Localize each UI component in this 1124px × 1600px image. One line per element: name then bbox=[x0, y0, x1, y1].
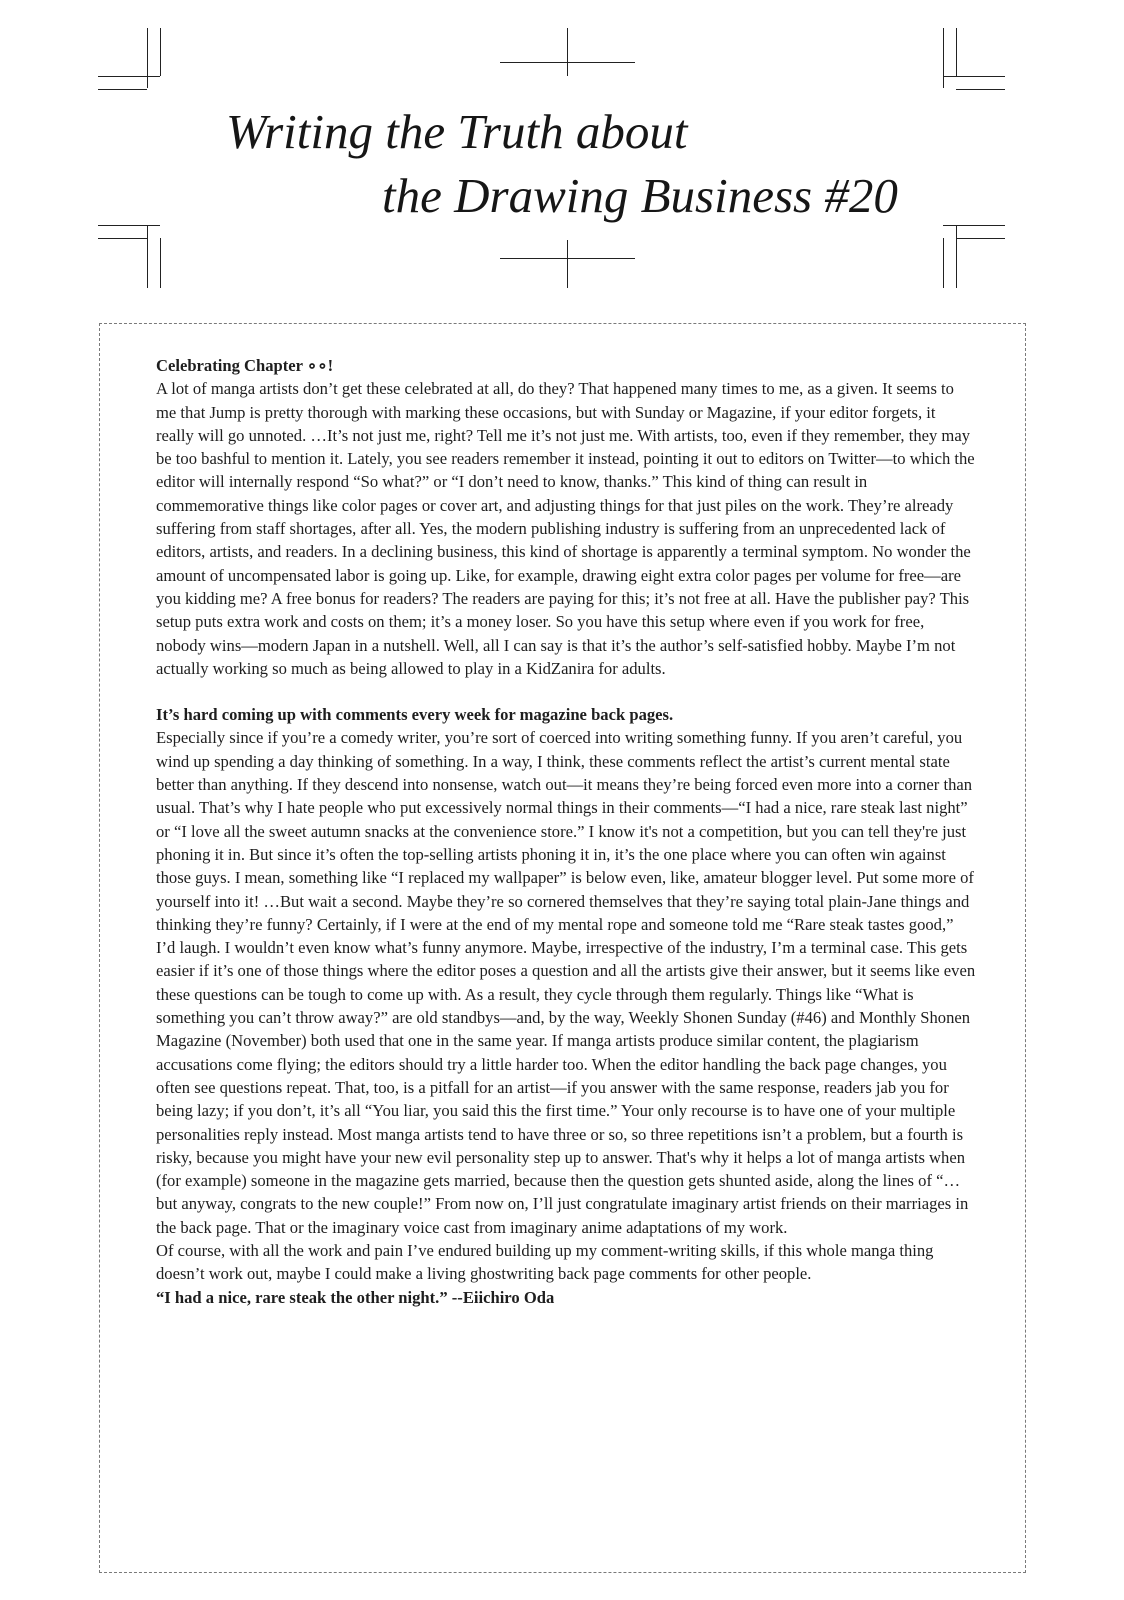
closing-quote: “I had a nice, rare steak the other night.” --Eiichiro Oda bbox=[156, 1287, 555, 1307]
title-line-1: Writing the Truth about bbox=[226, 104, 688, 159]
section-body-1: A lot of manga artists don’t get these celebrated at all, do they? That happened many times to me, as a given. It seems to me that Jump is pretty thorough with marking these occasions, but with Sunday or Magazine, if your editor forgets, it really will go unnoted. …It’s not just me, right? Tell me it’s not just me. With artists, too, even if they remember, they may be too bashful to mention it. Lately, you see readers remember it instead, pointing it out to editors on Twitter—to which the editor will internally respond “So what?” or “I don’t need to know, thanks.” This kind of thing can result in commemorative things like color pages or cover art, and adjusting things for that just piles on the work. They’re already suffering from staff shortages, after all. Yes, the modern publishing industry is suffering from an unprecedented lack of editors, artists, and readers. In a declining business, this kind of shortage is apparently a terminal symptom. No wonder the amount of uncompensated labor is going up. Like, for example, drawing eight extra color pages per volume for free—are you kidding me? A free bonus for readers? The readers are paying for this; it’s not free at all. Have the publisher pay? This setup puts extra work and costs on them; it’s a money loser. So you have this setup where even if you work for free, nobody wins—modern Japan in a nutshell. Well, all I can say is that it’s the author’s self-satisfied hobby. Maybe I’m not actually working so much as being allowed to play in a KidZanira for adults. bbox=[156, 379, 975, 678]
section-body-2: Especially since if you’re a comedy writer, you’re sort of coerced into writing something funny. If you aren’t careful, you wind up spending a day thinking of something. In a way, I think, these comments reflect the artist’s current mental state better than anything. If they descend into nonsense, watch out—it means they’re being forced even more into a corner than usual. That’s why I hate people who put excessively normal things in their comments—“I had a nice, rare steak last night” or “I love all the sweet autumn snacks at the convenience store.” I know it's not a competition, but you can tell they're just phoning it in. But since it’s often the top-selling artists phoning it in, it’s the one place where you can often win against those guys. I mean, something like “I replaced my wallpaper” is below even, like, amateur blogger level. Put some more of yourself into it! …But wait a second. Maybe they’re so cornered themselves that they’re saying total plain-Jane things and thinking they’re funny? Certainly, if I were at the end of my mental rope and someone told me “Rare steak tastes good,” I’d laugh. I wouldn’t even know what’s funny anymore. Maybe, irrespective of the industry, I’m a terminal case. This gets easier if it’s one of those things where the editor poses a question and all the artists give their answer, but it seems like even these questions can be tough to come up with. As a result, they cycle through them regularly. Things like “What is something you can’t throw away?” are old standbys—and, by the way, Weekly Shonen Sunday (#46) and Monthly Shonen Magazine (November) both used that one in the same year. If manga artists produce similar content, the plagiarism accusations come flying; the editors should try a little harder too. When the editor handling the back page changes, you often see questions repeat. That, too, is a pitfall for an artist—if you answer with the same response, readers jab you for being lazy; if you don’t, it’s all “You liar, you said this the first time.” Your only recourse is to have one of your multiple personalities reply instead. Most manga artists tend to have three or so, so three repetitions isn’t a problem, but a fourth is risky, because you might have your new evil personality step up to answer. That's why it helps a lot of manga artists when (for example) someone in the magazine gets married, because then the question gets shunted aside, along the lines of “…but anyway, congrats to the new couple!” From now on, I’ll just congratulate imaginary artist friends on their marriages in the back page. That or the imaginary voice cast from imaginary anime adaptations of my work. bbox=[156, 728, 976, 1237]
section-heading-2: It’s hard coming up with comments every week for magazine back pages. bbox=[156, 705, 674, 725]
page-title bbox=[0, 100, 1124, 228]
closing-paragraph: Of course, with all the work and pain I’ve endured building up my comment-writing skills, if this whole manga thing doesn’t work out, maybe I could make a living ghostwriting back page comments for other people. bbox=[156, 1240, 934, 1284]
section-heading-1: Celebrating Chapter ∘∘! bbox=[156, 356, 334, 375]
article-body bbox=[156, 354, 976, 1309]
title-line-2: the Drawing Business #20 bbox=[382, 168, 898, 223]
